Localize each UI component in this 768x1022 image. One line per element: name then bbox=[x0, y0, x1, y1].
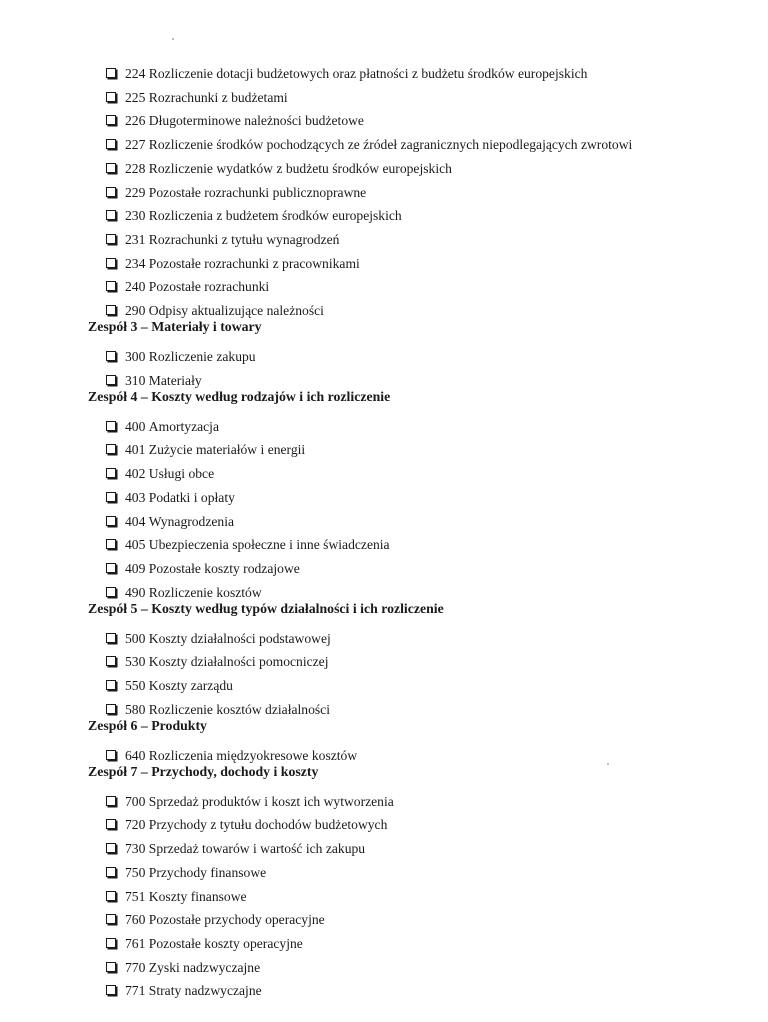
account-code: 490 bbox=[125, 584, 146, 600]
account-label: Sprzedaż towarów i wartość ich zakupu bbox=[148, 841, 366, 857]
account-list-item bbox=[106, 490, 235, 506]
account-list-item bbox=[106, 561, 300, 577]
checkbox-icon bbox=[106, 819, 116, 829]
account-list-item bbox=[106, 748, 357, 764]
checkbox-icon bbox=[106, 914, 116, 924]
checkbox-icon bbox=[106, 375, 116, 385]
account-list-item bbox=[106, 66, 587, 82]
checkbox-icon bbox=[106, 891, 116, 901]
scan-speck bbox=[607, 763, 609, 765]
scan-speck bbox=[172, 38, 174, 40]
account-list-item bbox=[106, 889, 247, 905]
section-heading: Zespół 6 – Produkty bbox=[88, 717, 207, 733]
account-list-item bbox=[106, 373, 202, 389]
account-label: Rozliczenie wydatków z budżetu środków europejskich bbox=[148, 160, 452, 176]
account-code: 409 bbox=[125, 560, 146, 576]
account-label: Koszty działalności podstawowej bbox=[148, 630, 331, 646]
account-list-item bbox=[106, 936, 303, 952]
checkbox-icon bbox=[106, 985, 116, 995]
account-label: Koszty zarządu bbox=[148, 678, 233, 693]
account-label: Sprzedaż produktów i koszt ich wytworzenia bbox=[148, 793, 394, 809]
account-label: Zużycie materiałów i energii bbox=[148, 442, 306, 458]
account-list-item bbox=[106, 654, 328, 670]
account-code: 640 bbox=[125, 747, 146, 763]
checkbox-icon bbox=[106, 281, 116, 291]
account-list-item bbox=[106, 232, 339, 248]
section-heading: Zespół 4 – Koszty według rodzajów i ich rozliczenie bbox=[88, 388, 391, 404]
section-heading: Zespół 3 – Materiały i towary bbox=[88, 319, 262, 334]
account-code: 730 bbox=[125, 841, 146, 857]
account-list-item bbox=[106, 794, 394, 810]
account-label: Pozostałe koszty operacyjne bbox=[148, 935, 303, 951]
account-list-item bbox=[106, 537, 390, 553]
account-label: Rozrachunki z budżetami bbox=[148, 89, 288, 105]
account-label: Rozliczenie kosztów działalności bbox=[148, 701, 330, 717]
checkbox-icon bbox=[106, 867, 116, 877]
account-code: 500 bbox=[125, 630, 146, 646]
account-label: Pozostałe rozrachunki publicznoprawne bbox=[148, 184, 367, 200]
checkbox-icon bbox=[106, 492, 116, 502]
checkbox-icon bbox=[106, 656, 116, 666]
checkbox-icon bbox=[106, 539, 116, 549]
account-code: 230 bbox=[125, 208, 146, 224]
account-code: 405 bbox=[125, 537, 146, 553]
account-list-item bbox=[106, 983, 262, 999]
account-list-item bbox=[106, 279, 269, 295]
checkbox-icon bbox=[106, 187, 116, 197]
account-label: Pozostałe przychody operacyjne bbox=[148, 912, 325, 928]
account-label: Przychody z tytułu dochodów budżetowych bbox=[148, 817, 388, 833]
account-label: Straty nadzwyczajne bbox=[148, 983, 262, 999]
checkbox-icon bbox=[106, 68, 116, 78]
account-code: 225 bbox=[125, 89, 146, 105]
account-list-item bbox=[106, 912, 325, 928]
checkbox-icon bbox=[106, 139, 116, 149]
account-code: 751 bbox=[125, 888, 146, 904]
account-code: 224 bbox=[125, 66, 146, 81]
checkbox-icon bbox=[106, 843, 116, 853]
account-list-item bbox=[106, 208, 402, 224]
checkbox-icon bbox=[106, 962, 116, 972]
account-label: Rozliczenie zakupu bbox=[148, 349, 256, 364]
account-code: 760 bbox=[125, 912, 146, 928]
account-label: Ubezpieczenia społeczne i inne świadczenia bbox=[148, 537, 390, 553]
account-label: Rozliczenie środków pochodzących ze źródeł zagranicznych niepodlegających zwrotowi bbox=[148, 137, 633, 153]
account-label: Rozliczenie kosztów bbox=[148, 584, 262, 600]
account-code: 400 bbox=[125, 418, 146, 434]
account-list-item bbox=[106, 960, 260, 976]
account-list-item bbox=[106, 678, 233, 694]
account-code: 700 bbox=[125, 793, 146, 809]
account-list-item bbox=[106, 631, 331, 647]
checkbox-icon bbox=[106, 351, 116, 361]
checkbox-icon bbox=[106, 633, 116, 643]
account-list-item bbox=[106, 585, 262, 601]
account-label: Amortyzacja bbox=[148, 418, 219, 434]
checkbox-icon bbox=[106, 421, 116, 431]
account-code: 240 bbox=[125, 279, 146, 295]
account-label: Rozliczenia międzyokresowe kosztów bbox=[148, 747, 358, 763]
account-list-item bbox=[106, 303, 324, 319]
account-code: 720 bbox=[125, 817, 146, 833]
account-list-item bbox=[106, 865, 266, 881]
account-label: Pozostałe koszty rodzajowe bbox=[148, 560, 300, 576]
account-label: Rozliczenie dotacji budżetowych oraz płatności z budżetu środków europejskich bbox=[148, 66, 588, 81]
account-label: Wynagrodzenia bbox=[148, 513, 235, 529]
account-code: 750 bbox=[125, 864, 146, 880]
account-list-item bbox=[106, 702, 330, 718]
checkbox-icon bbox=[106, 563, 116, 573]
account-list-item bbox=[106, 514, 234, 530]
account-list-item bbox=[106, 419, 219, 435]
account-list-item bbox=[106, 256, 360, 272]
account-list-item bbox=[106, 442, 305, 458]
account-label: Zyski nadzwyczajne bbox=[148, 959, 261, 975]
account-list-item bbox=[106, 841, 365, 857]
account-label: Przychody finansowe bbox=[148, 864, 267, 880]
account-code: 310 bbox=[125, 372, 146, 388]
account-code: 771 bbox=[125, 983, 146, 999]
account-code: 226 bbox=[125, 113, 146, 129]
account-list-item bbox=[106, 817, 387, 833]
account-code: 770 bbox=[125, 959, 146, 975]
checkbox-icon bbox=[106, 210, 116, 220]
account-code: 530 bbox=[125, 654, 146, 670]
checkbox-icon bbox=[106, 163, 116, 173]
checkbox-icon bbox=[106, 680, 116, 690]
account-code: 228 bbox=[125, 160, 146, 176]
account-code: 404 bbox=[125, 513, 146, 529]
account-list-item bbox=[106, 113, 364, 129]
account-label: Materiały bbox=[148, 372, 202, 388]
account-code: 229 bbox=[125, 184, 146, 200]
account-label: Długoterminowe należności budżetowe bbox=[148, 113, 364, 129]
account-code: 300 bbox=[125, 349, 146, 364]
account-code: 401 bbox=[125, 442, 146, 458]
checkbox-icon bbox=[106, 234, 116, 244]
account-list-item bbox=[106, 185, 366, 201]
checkbox-icon bbox=[106, 468, 116, 478]
account-label: Pozostałe rozrachunki bbox=[148, 279, 270, 295]
section-heading: Zespół 5 – Koszty według typów działalności i ich rozliczenie bbox=[88, 600, 444, 616]
account-label: Pozostałe rozrachunki z pracownikami bbox=[148, 255, 360, 271]
checkbox-icon bbox=[106, 115, 116, 125]
checkbox-icon bbox=[106, 444, 116, 454]
account-label: Rozrachunki z tytułu wynagrodzeń bbox=[148, 231, 340, 247]
section-heading: Zespół 7 – Przychody, dochody i koszty bbox=[88, 763, 319, 779]
checkbox-icon bbox=[106, 938, 116, 948]
account-list-item bbox=[106, 349, 256, 365]
account-list-item bbox=[106, 466, 214, 482]
account-label: Usługi obce bbox=[148, 466, 215, 482]
checkbox-icon bbox=[106, 305, 116, 315]
checkbox-icon bbox=[106, 92, 116, 102]
checkbox-icon bbox=[106, 258, 116, 268]
account-code: 403 bbox=[125, 489, 146, 505]
account-label: Koszty działalności pomocniczej bbox=[148, 654, 329, 670]
account-code: 290 bbox=[125, 303, 146, 318]
checkbox-icon bbox=[106, 750, 116, 760]
checkbox-icon bbox=[106, 704, 116, 714]
account-code: 550 bbox=[125, 678, 146, 693]
account-label: Rozliczenia z budżetem środków europejskich bbox=[148, 208, 402, 224]
account-list-item bbox=[106, 161, 452, 177]
account-code: 761 bbox=[125, 935, 146, 951]
account-code: 580 bbox=[125, 701, 146, 717]
account-label: Podatki i opłaty bbox=[148, 489, 235, 505]
account-code: 402 bbox=[125, 466, 146, 482]
checkbox-icon bbox=[106, 796, 116, 806]
account-label: Odpisy aktualizujące należności bbox=[148, 303, 324, 318]
account-code: 234 bbox=[125, 255, 146, 271]
account-code: 231 bbox=[125, 231, 146, 247]
checkbox-icon bbox=[106, 516, 116, 526]
account-list-item bbox=[106, 137, 632, 153]
account-code: 227 bbox=[125, 137, 146, 153]
account-list-item bbox=[106, 90, 288, 106]
checkbox-icon bbox=[106, 587, 116, 597]
account-label: Koszty finansowe bbox=[148, 888, 247, 904]
